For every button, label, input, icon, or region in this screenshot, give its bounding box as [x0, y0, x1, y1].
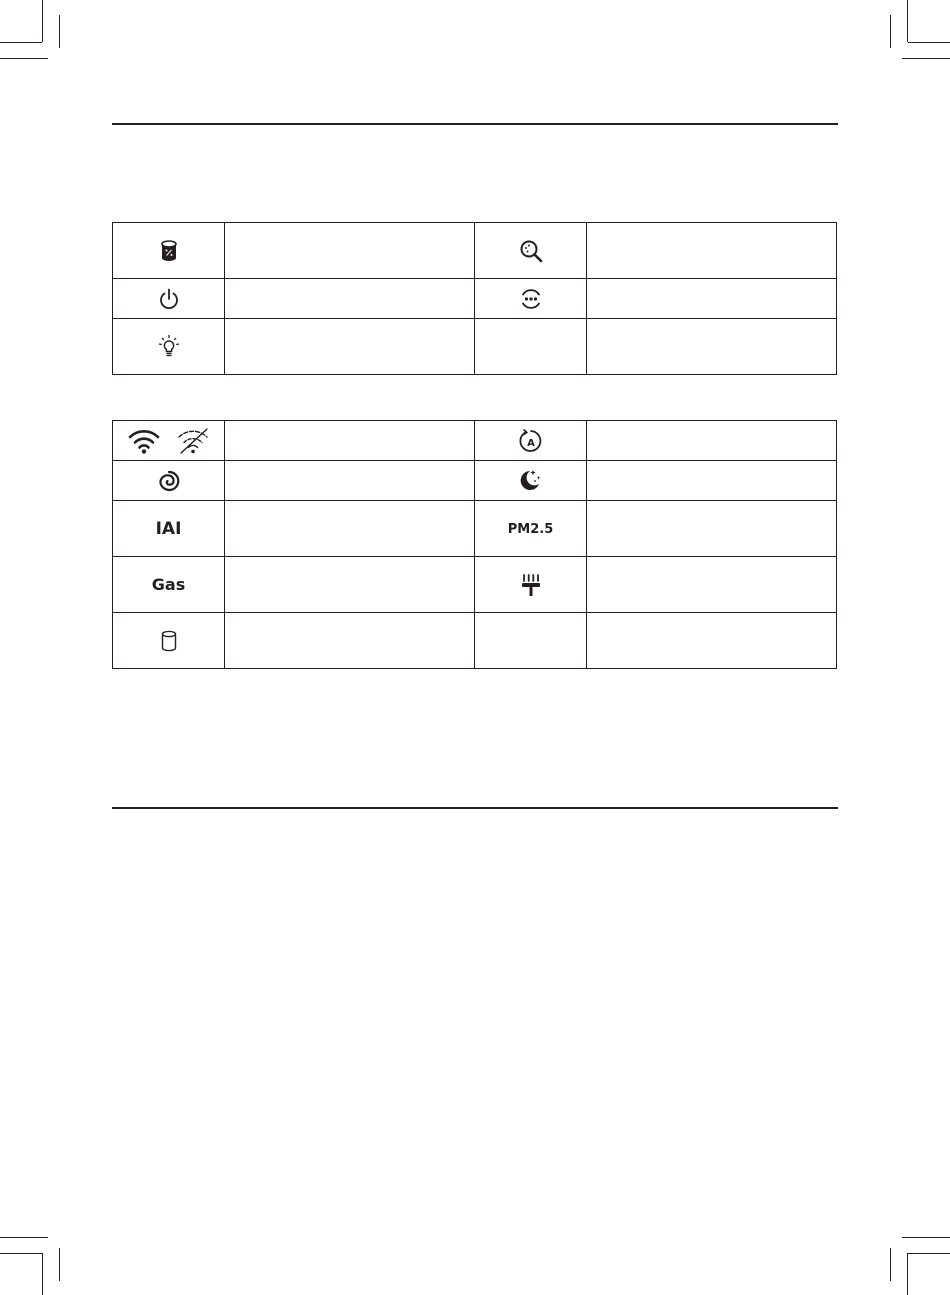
crop-mark — [0, 42, 42, 43]
icon-table-2 — [112, 420, 837, 669]
table-row — [113, 557, 837, 613]
top-rule — [112, 123, 838, 125]
brush-icon — [519, 573, 543, 597]
icon-cell — [113, 421, 225, 461]
description-cell — [587, 421, 837, 461]
table-row — [113, 223, 837, 279]
icon-cell — [475, 421, 587, 461]
icon-cell — [475, 279, 587, 319]
crop-mark — [902, 1237, 950, 1238]
icon-cell — [113, 557, 225, 613]
table-row — [113, 279, 837, 319]
crop-mark — [59, 15, 60, 48]
table-row — [113, 501, 837, 557]
description-cell — [225, 461, 475, 501]
crop-mark — [42, 1253, 43, 1295]
sleep-mode-icon — [518, 468, 544, 494]
icon-cell — [475, 319, 587, 375]
fan-swirl-icon — [157, 469, 181, 493]
table-row — [113, 461, 837, 501]
description-cell — [587, 557, 837, 613]
search-dots-icon — [519, 239, 543, 263]
circle-dots-icon — [519, 287, 543, 311]
svg-text:A: A — [526, 437, 535, 449]
description-cell — [225, 613, 475, 669]
table-row — [113, 319, 837, 375]
description-cell — [225, 557, 475, 613]
description-cell — [587, 613, 837, 669]
icon-cell — [475, 461, 587, 501]
iai-label: IAI — [155, 518, 182, 539]
crop-mark — [902, 58, 950, 59]
crop-mark — [59, 1248, 60, 1281]
icon-cell — [475, 557, 587, 613]
auto-mode-icon — [518, 428, 544, 454]
light-bulb-icon — [157, 334, 181, 360]
crop-mark — [0, 1237, 48, 1238]
power-icon — [157, 287, 181, 311]
crop-mark — [907, 0, 908, 42]
gas-label: Gas — [151, 574, 186, 594]
crop-mark — [908, 42, 950, 43]
description-cell — [225, 279, 475, 319]
description-cell — [225, 421, 475, 461]
crop-mark — [890, 15, 891, 48]
wifi-on-off-icon — [127, 427, 211, 455]
crop-mark — [42, 0, 43, 42]
icon-cell — [113, 461, 225, 501]
icon-cell — [113, 501, 225, 557]
description-cell — [587, 501, 837, 557]
filter-percentage-icon — [161, 240, 177, 262]
description-cell — [587, 279, 837, 319]
description-cell — [225, 319, 475, 375]
crop-mark — [890, 1248, 891, 1281]
crop-mark — [0, 1253, 42, 1254]
description-cell — [587, 461, 837, 501]
icon-cell — [475, 501, 587, 557]
table-row — [113, 613, 837, 669]
description-cell — [225, 501, 475, 557]
description-cell — [587, 319, 837, 375]
icon-cell — [475, 223, 587, 279]
icon-cell — [113, 319, 225, 375]
crop-mark — [0, 58, 48, 59]
icon-cell — [113, 223, 225, 279]
icon-table-1 — [112, 222, 837, 375]
icon-cell — [475, 613, 587, 669]
description-cell — [587, 223, 837, 279]
table-row — [113, 421, 837, 461]
crop-mark — [908, 1253, 950, 1254]
icon-cell — [113, 279, 225, 319]
filter-icon — [161, 630, 177, 652]
crop-mark — [907, 1253, 908, 1295]
bottom-rule — [112, 807, 838, 809]
pm25-label: PM2.5 — [507, 521, 554, 537]
description-cell — [225, 223, 475, 279]
icon-cell — [113, 613, 225, 669]
